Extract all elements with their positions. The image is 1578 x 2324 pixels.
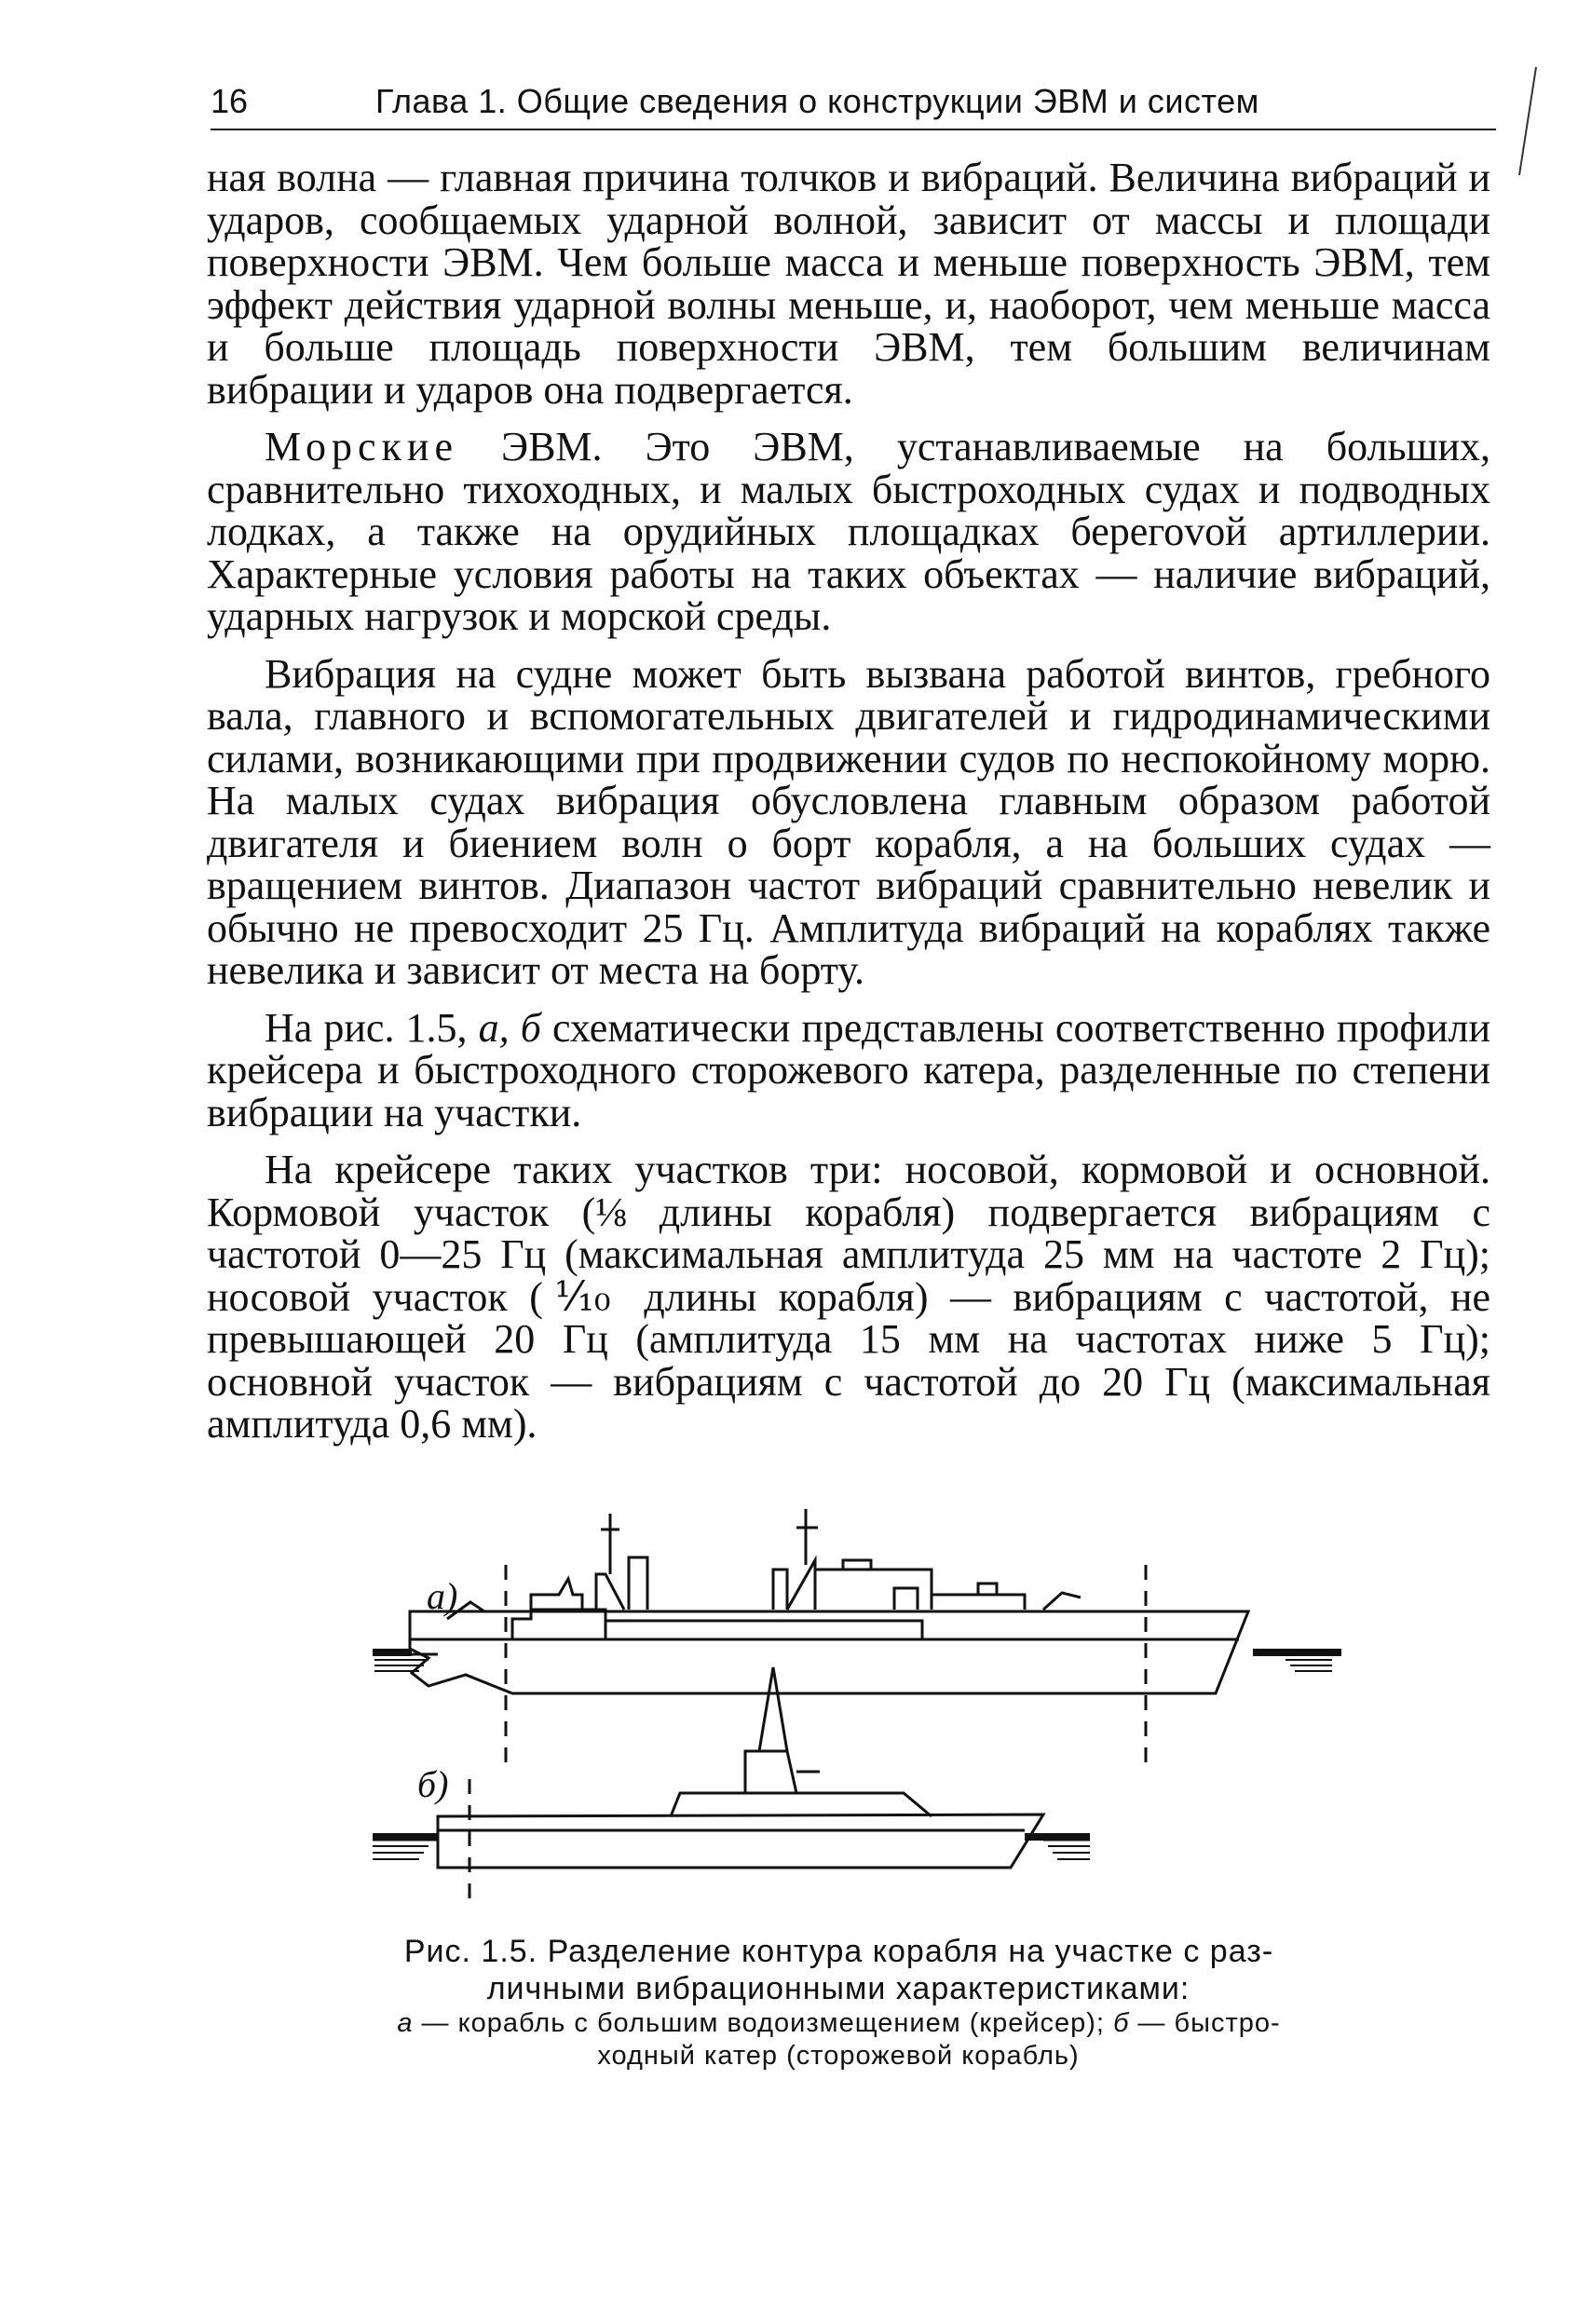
cruiser-profile	[373, 1509, 1341, 1693]
paragraph-figure-ref	[207, 1004, 1490, 1135]
paragraph-marine	[207, 426, 1490, 638]
body-text	[207, 156, 1490, 1461]
running-title: Глава 1. Общие сведения о конструкции ЭВМ и систем	[375, 82, 1259, 120]
caption-main: Рис. 1.5. Разделение контура корабля на участке с различными вибрационными характеристиками:	[403, 1934, 1273, 2006]
patrol-boat-profile	[373, 1667, 1090, 1868]
page-number: 16	[211, 82, 249, 120]
paragraph-vibration: Вибрация на судне может быть вызвана работой винтов, гребного вала, главного и вспомогательных двигателей и гидродинамическими силами, возникающими при продвижении судов по неспокойному морю. На малых судах вибрация обусловлена главным образом работой двигателя и биением волн о борт корабля, а на больших судах — вращением винтов. Диапазон частот вибраций сравнительно невелик и обычно не превосходит 25 Гц. Амплитуда вибраций на кораблях также невелика и зависит от места на борту.	[207, 650, 1490, 993]
figure-label-b: б)	[417, 1763, 449, 1805]
caption-legend	[354, 2007, 1323, 2073]
figure-caption	[354, 1933, 1323, 2073]
caption-b-text: — быстроходный катер (сторожевой корабль)	[597, 2008, 1280, 2071]
marine-text: ЭВМ. Это ЭВМ, устанавливаемые на больших, сравнительно тихоходных, и малых быстроходных судах и подводных лодках, а также на орудийных площадках берегоvой артиллерии. Характерные условия работы на таких объектах — наличие вибраций, ударных нагрузок и морской среды.	[207, 424, 1490, 639]
caption-a-text: — корабль с большим водоизмещением (крейсер);	[413, 2008, 1114, 2038]
paragraph-1: ная волна — главная причина толчков и вибраций. Величина вибраций и ударов, сообщаемых ударной волной, зависит от массы и площади поверхности ЭВМ. Чем больше масса и меньше поверхность ЭВМ, тем эффект действия ударной волны меньше, и, наоборот, чем меньше масса и больше площадь поверхности ЭВМ, тем большим величинам вибрации и ударов она подвергается.	[207, 155, 1490, 413]
caption-b-letter: б	[1113, 2008, 1130, 2038]
marine-lead-word: Морские	[265, 424, 459, 469]
scan-edge-mark	[1514, 65, 1542, 177]
ship-profiles-drawing	[373, 1509, 1341, 1909]
page-header	[211, 73, 1496, 130]
figure-1-5	[373, 1509, 1341, 1909]
figure-ref-post: схематически представлены соответственно профили крейсера и быстроходного сторожевого катера, разделенные по степени вибрации на участки.	[207, 1004, 1490, 1135]
caption-a-letter: а	[397, 2008, 414, 2038]
figure-ref-pre: На рис. 1.5,	[265, 1004, 479, 1051]
figure-label-a: а)	[427, 1575, 458, 1617]
section-dividers	[469, 1565, 1146, 1909]
paragraph-cruiser: На крейсере таких участков три: носовой, кормовой и основной. Кормовой участок (⅛ длины корабля) подвергается вибрациям с частотой 0—25 Гц (максимальная амплитуда 25 мм на частоте 2 Гц); носовой участок (⅒ длины корабля) — вибрациям с частотой, не превышающей 20 Гц (амплитуда 15 мм на частотах ниже 5 Гц); основной участок — вибрациям с частотой до 20 Гц (максимальная амплитуда 0,6 мм).	[207, 1147, 1490, 1447]
figure-ref-letters: а, б	[478, 1004, 541, 1051]
